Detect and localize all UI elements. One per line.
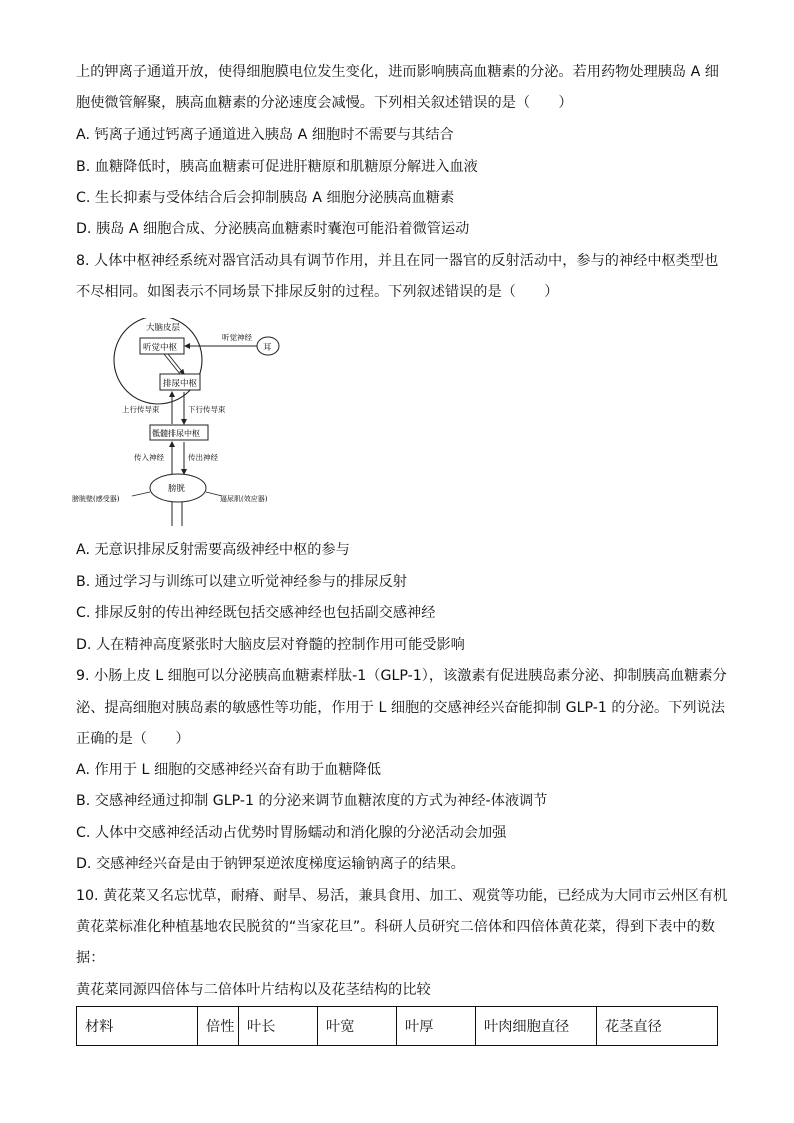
text-line: 泌、提高细胞对胰岛素的敏感性等功能，作用于 L 细胞的交感神经兴奋能抑制 GLP-1 的分泌。下列说法 (76, 700, 725, 716)
detrusor-label: 逼尿肌(效应器) (220, 495, 268, 503)
ascending-tract-label: 上行传导束 (122, 405, 160, 414)
descending-tract-label: 下行传导束 (188, 405, 226, 414)
table-header-cell: 花茎直径 (597, 1007, 718, 1046)
text-line: 黄花菜标准化种植基地农民脱贫的“当家花旦”。科研人员研究二倍体和四倍体黄花菜，得到下表中的数 (76, 919, 715, 935)
hearing-center-label: 听觉中枢 (143, 343, 178, 353)
sacral-center-label: 骶髓排尿中枢 (152, 429, 200, 438)
efferent-nerve-label: 传出神经 (188, 453, 218, 462)
table-caption: 黄花菜同源四倍体与二倍体叶片结构以及花茎结构的比较 (76, 982, 431, 998)
option-c: C. 生长抑素与受体结合后会抑制胰岛 A 细胞分泌胰高血糖素 (76, 190, 455, 206)
question-10: 10. 黄花菜又名忘忧草，耐瘠、耐旱、易活，兼具食用、加工、观赏等功能，已经成为大同市云州区有机 (76, 888, 728, 904)
option-d: D. 胰岛 A 细胞合成、分泌胰高血糖素时囊泡可能沿着微管运动 (76, 221, 470, 237)
table-header-cell: 材料 (77, 1007, 198, 1046)
option-b: B. 交感神经通过抑制 GLP-1 的分泌来调节血糖浓度的方式为神经-体液调节 (76, 793, 548, 809)
question-9: 9. 小肠上皮 L 细胞可以分泌胰高血糖素样肽-1（GLP-1），该激素有促进胰岛素分泌、抑制胰高血糖素分 (76, 668, 727, 684)
option-a: A. 钙离子通过钙离子通道进入胰岛 A 细胞时不需要与其结合 (76, 127, 454, 143)
option-d: D. 人在精神高度紧张时大脑皮层对脊髓的控制作用可能受影响 (76, 637, 465, 653)
table-header-cell: 叶长 (239, 1007, 318, 1046)
option-d: D. 交感神经兴奋是由于钠钾泵逆浓度梯度运输钠离子的结果。 (76, 856, 465, 872)
table-header-cell: 叶肉细胞直径 (476, 1007, 597, 1046)
comparison-table (76, 1006, 718, 1046)
option-c: C. 人体中交感神经活动占优势时胃肠蠕动和消化腺的分泌活动会加强 (76, 825, 507, 841)
option-b: B. 血糖降低时，胰高血糖素可促进肝糖原和肌糖原分解进入血液 (76, 159, 478, 175)
cortex-label: 大脑皮层 (146, 323, 181, 333)
table-header-cell: 倍性 (198, 1007, 239, 1046)
text-line: 正确的是（ ） (76, 731, 190, 747)
text-line: 不尽相同。如图表示不同场景下排尿反射的过程。下列叙述错误的是（ ） (76, 284, 559, 300)
question-8: 8. 人体中枢神经系统对器官活动具有调节作用，并且在同一器官的反射活动中，参与的神经中枢类型也 (76, 253, 719, 269)
urination-center-label: 排尿中枢 (163, 379, 198, 389)
bladder-label: 膀胱 (168, 484, 186, 494)
option-a: A. 无意识排尿反射需要高级神经中枢的参与 (76, 542, 350, 558)
option-a: A. 作用于 L 细胞的交感神经兴奋有助于血糖降低 (76, 762, 381, 778)
option-c: C. 排尿反射的传出神经既包括交感神经也包括副交感神经 (76, 605, 436, 621)
table-header-cell: 叶宽 (318, 1007, 397, 1046)
table-header-cell: 叶厚 (397, 1007, 476, 1046)
text-line: 胞使微管解聚，胰高血糖素的分泌速度会减慢。下列相关叙述错误的是（ ） (76, 95, 573, 111)
table-row (77, 1007, 718, 1046)
bladder-wall-label: 膀胱壁(感受器) (72, 495, 120, 503)
ear-label: 耳 (263, 343, 272, 353)
urination-reflex-diagram (72, 318, 284, 528)
auditory-nerve-label: 听觉神经 (222, 333, 252, 342)
afferent-nerve-label: 传入神经 (134, 453, 164, 462)
text-line: 据： (76, 950, 105, 966)
option-b: B. 通过学习与训练可以建立听觉神经参与的排尿反射 (76, 574, 407, 590)
text-line: 上的钾离子通道开放，使得细胞膜电位发生变化，进而影响胰高血糖素的分泌。若用药物处理胰岛 A 细 (76, 64, 719, 80)
